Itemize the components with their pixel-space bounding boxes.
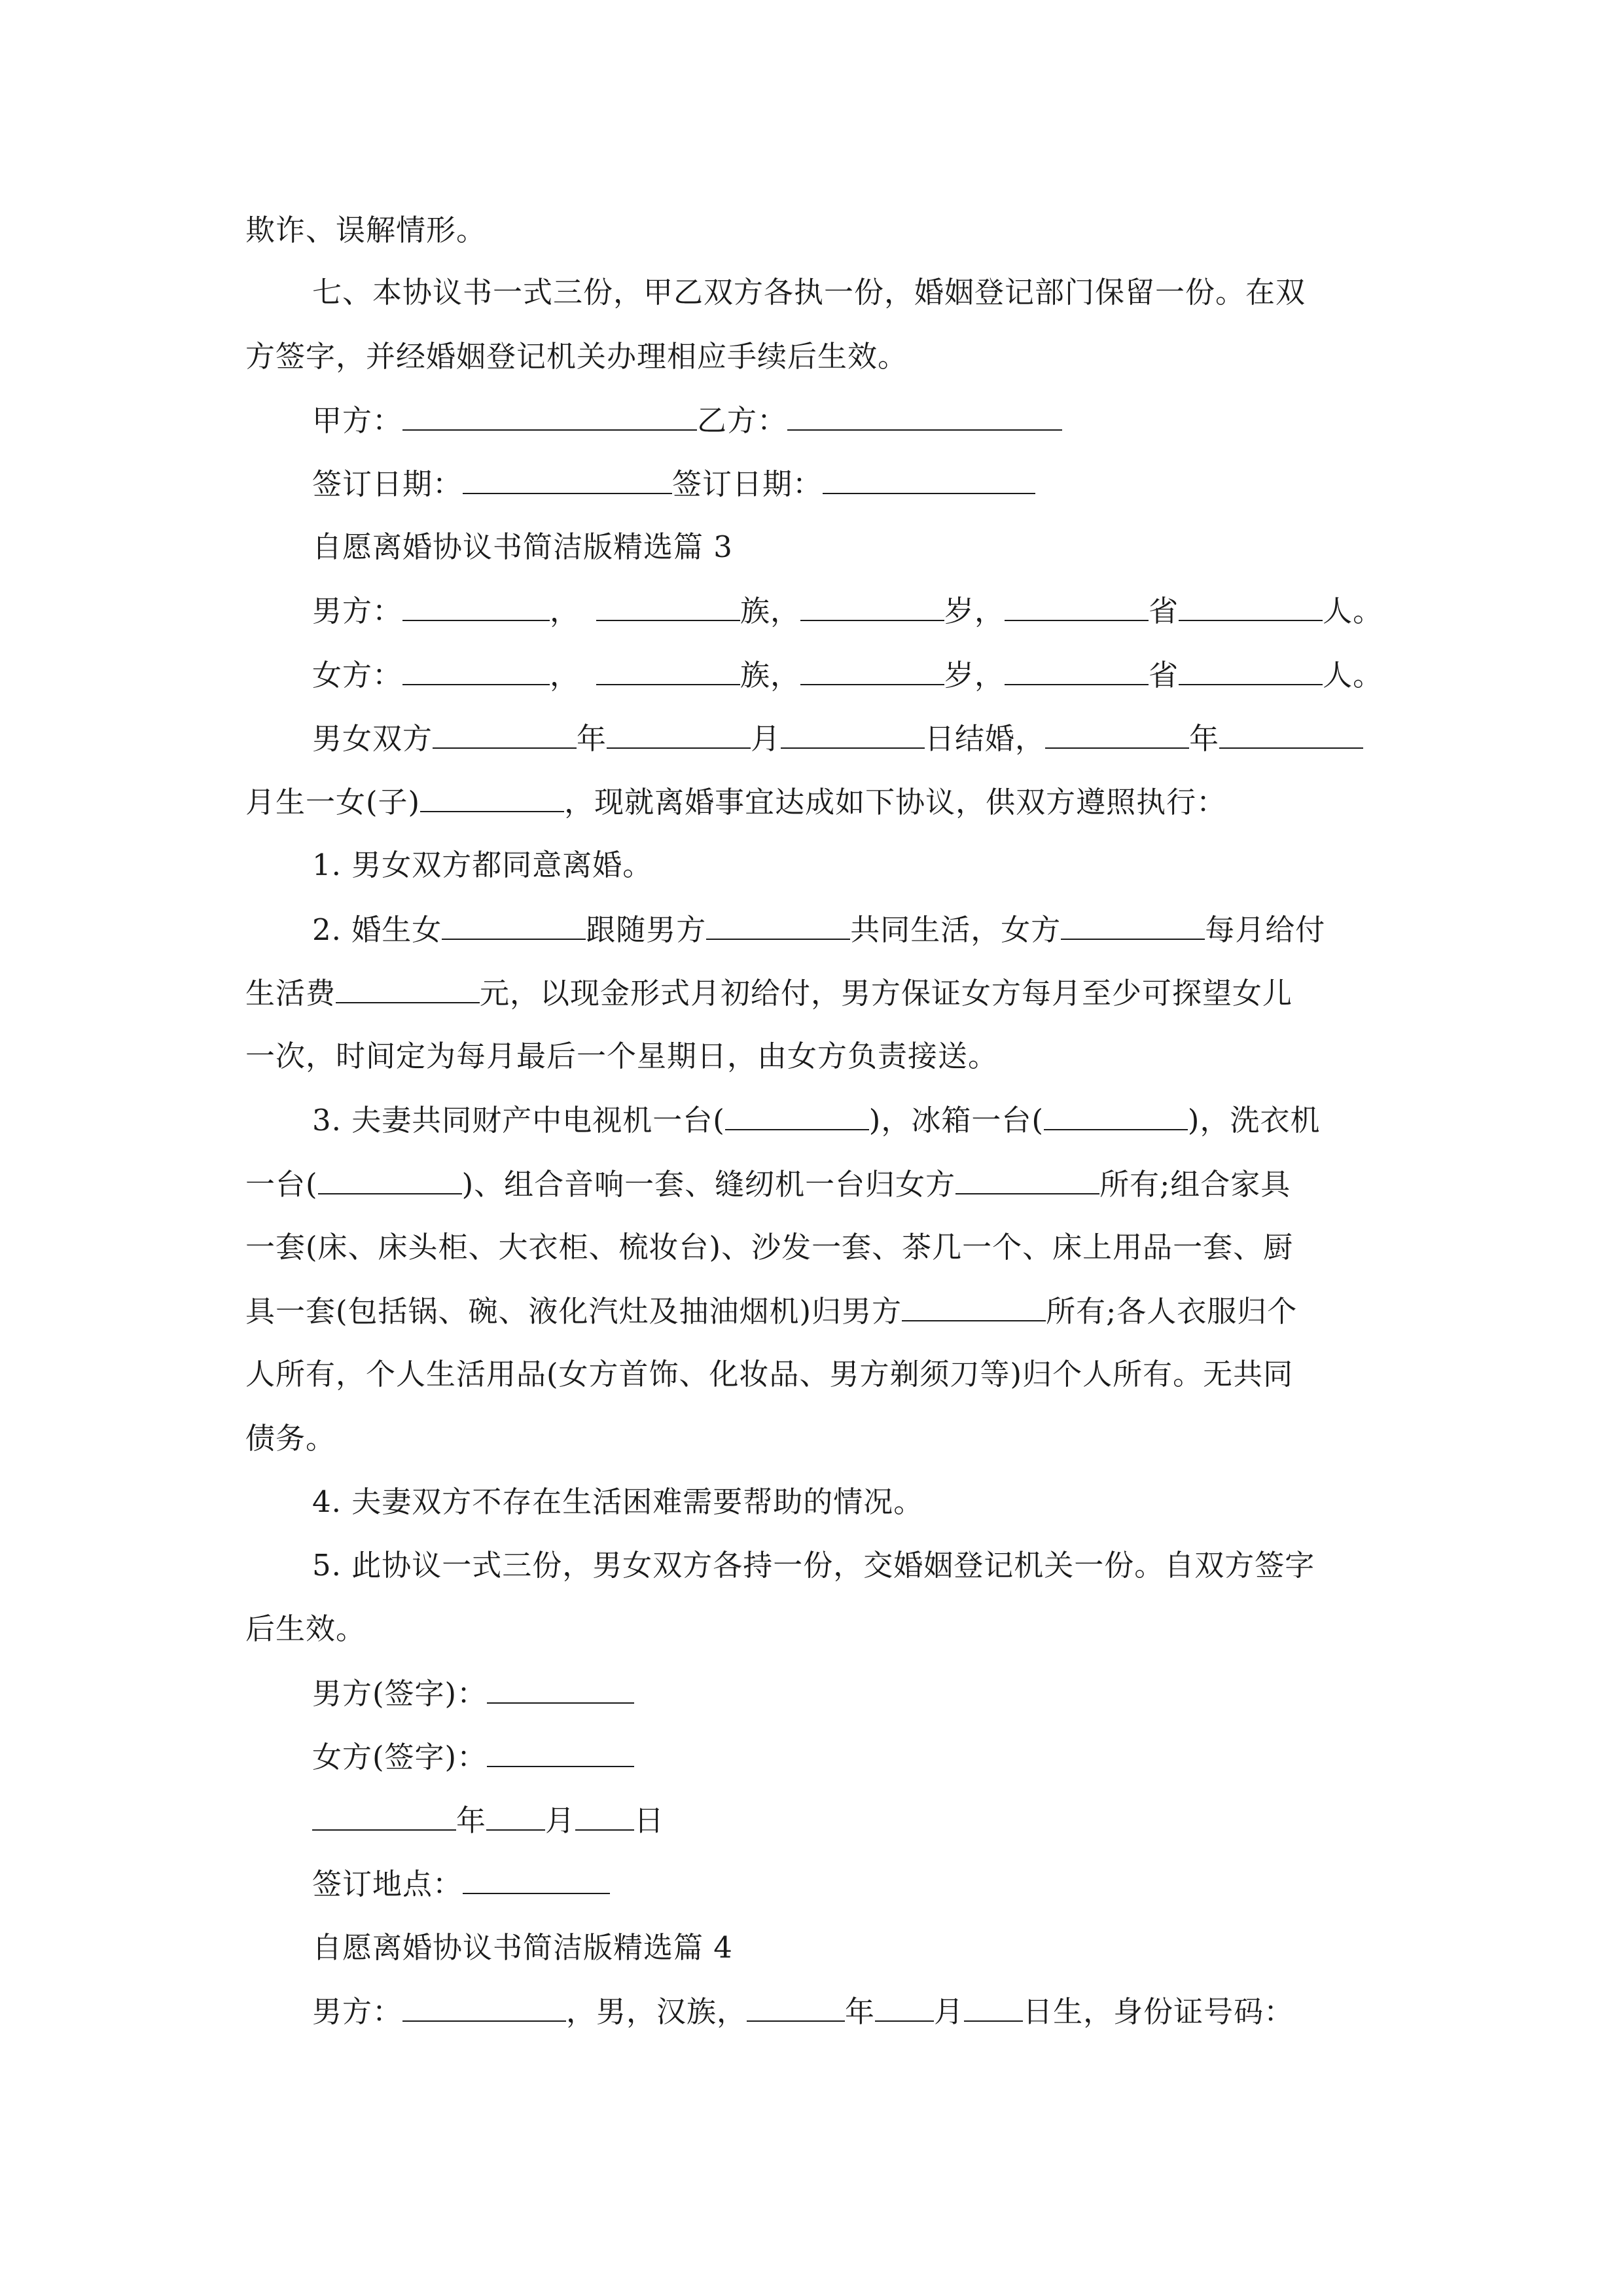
fill-in-blank[interactable] [706, 910, 850, 940]
text-segment: 月 [934, 1994, 965, 2029]
text-line [245, 1164, 1291, 1204]
text-line [312, 273, 1306, 312]
text-segment: 人。 [1323, 594, 1383, 628]
date-line [312, 1801, 664, 1840]
fill-in-blank[interactable] [1061, 910, 1205, 940]
text-segment: )、组合音响一套、缝纫机一台归女方 [461, 1167, 956, 1202]
text-segment: 月 [751, 721, 781, 756]
text-segment: 族， [740, 594, 801, 628]
text-segment: 每月给付 [1205, 912, 1326, 947]
fill-in-blank[interactable] [433, 719, 577, 749]
text-segment: 生活费 [245, 976, 336, 1011]
text-segment: 后生效。 [245, 1611, 366, 1646]
section-heading [312, 528, 733, 567]
fill-in-blank[interactable] [442, 910, 586, 940]
fill-in-blank[interactable] [402, 591, 550, 621]
text-segment: ，男，汉族， [566, 1994, 747, 2029]
fill-in-blank[interactable] [402, 655, 550, 685]
fill-in-blank[interactable] [1044, 1100, 1188, 1130]
fill-in-blank[interactable] [1219, 719, 1363, 749]
text-segment: 所有;各人衣服归个 [1046, 1294, 1298, 1329]
text-line [312, 591, 1383, 630]
text-segment: 人所有，个人生活用品(女方首饰、化妆品、男方剃须刀等)归个人所有。无共同 [245, 1357, 1294, 1391]
fill-in-blank[interactable] [800, 591, 944, 621]
text-segment: 元，以现金形式月初给付，男方保证女方每月至少可探望女儿 [480, 976, 1293, 1011]
fill-in-blank[interactable] [1005, 655, 1149, 685]
text-segment: 具一套(包括锅、碗、液化汽灶及抽油烟机)归男方 [245, 1294, 902, 1329]
text-segment: 签订日期： [672, 467, 823, 501]
signature-blank[interactable] [487, 1674, 634, 1704]
fill-in-blank[interactable] [955, 1164, 1099, 1194]
text-segment: 族， [740, 658, 801, 692]
text-line [245, 211, 486, 250]
place-line [312, 1864, 610, 1903]
fill-in-blank[interactable] [463, 464, 672, 494]
text-segment: 男方： [312, 594, 403, 628]
text-segment: 日生，身份证号码： [1023, 1994, 1294, 2029]
text-segment: 欺诈、误解情形。 [245, 213, 487, 247]
fill-in-blank[interactable] [575, 1801, 634, 1831]
fill-in-blank[interactable] [964, 1992, 1023, 2022]
fill-in-blank[interactable] [596, 591, 740, 621]
date-line [312, 464, 1035, 503]
text-segment: 年 [577, 721, 607, 756]
text-segment: 2. 婚生女 [312, 912, 442, 947]
fill-in-blank[interactable] [725, 1100, 869, 1130]
signature-line [312, 401, 1062, 440]
fill-in-blank[interactable] [402, 401, 697, 431]
text-segment: 岁， [944, 594, 1005, 628]
fill-in-blank[interactable] [823, 464, 1035, 494]
text-segment: 女方(签字)： [312, 1740, 488, 1774]
text-line [245, 1228, 1293, 1267]
text-segment: 年 [1189, 721, 1220, 756]
fill-in-blank[interactable] [1005, 591, 1149, 621]
fill-in-blank[interactable] [787, 401, 1062, 431]
text-segment: 共同生活，女方 [850, 912, 1061, 947]
fill-in-blank[interactable] [402, 1992, 566, 2022]
text-segment: 一台( [245, 1167, 318, 1202]
text-line [245, 1609, 366, 1649]
fill-in-blank[interactable] [596, 655, 740, 685]
text-line [245, 1419, 336, 1458]
fill-in-blank[interactable] [1179, 591, 1323, 621]
text-line [245, 1291, 1297, 1331]
clause-5 [312, 1546, 1315, 1585]
text-segment: 日结婚， [925, 721, 1046, 756]
text-line [245, 782, 1226, 821]
fill-in-blank[interactable] [336, 973, 480, 1003]
text-line [312, 1992, 1294, 2031]
wife-signature-line [312, 1737, 634, 1776]
clause-4 [312, 1482, 923, 1522]
text-segment: 所有;组合家具 [1099, 1167, 1291, 1202]
text-segment: 签订地点： [312, 1867, 463, 1901]
text-segment: 3. 夫妻共同财产中电视机一台( [312, 1103, 725, 1138]
text-segment: 男女双方 [312, 721, 433, 756]
text-segment: 年 [845, 1994, 876, 2029]
text-segment: 自愿离婚协议书简洁版精选篇 4 [312, 1930, 733, 1965]
text-segment: 签订日期： [312, 467, 463, 501]
text-segment: 甲方： [312, 403, 403, 438]
text-segment: 一套(床、床头柜、大衣柜、梳妆台)、沙发一套、茶几一个、床上用品一套、厨 [245, 1230, 1294, 1265]
text-segment: 男方： [312, 1994, 403, 2029]
clause-1 [312, 846, 652, 885]
fill-in-blank[interactable] [607, 719, 751, 749]
text-line [245, 1037, 998, 1076]
text-line [312, 655, 1383, 694]
text-segment: 月 [545, 1803, 576, 1838]
text-line [245, 973, 1293, 1013]
text-line [245, 1355, 1293, 1394]
signature-blank[interactable] [487, 1737, 634, 1767]
fill-in-blank[interactable] [463, 1864, 610, 1894]
fill-in-blank[interactable] [1179, 655, 1323, 685]
text-segment: 债务。 [245, 1421, 336, 1456]
text-segment: 1. 男女双方都同意离婚。 [312, 848, 653, 882]
fill-in-blank[interactable] [312, 1801, 456, 1831]
fill-in-blank[interactable] [486, 1801, 545, 1831]
text-segment: 一次，时间定为每月最后一个星期日，由女方负责接送。 [245, 1039, 999, 1073]
text-segment: 月生一女(子) [245, 785, 421, 819]
text-segment: 4. 夫妻双方不存在生活困难需要帮助的情况。 [312, 1484, 924, 1519]
text-segment: 日 [634, 1803, 665, 1838]
fill-in-blank[interactable] [420, 782, 564, 812]
section-heading [312, 1928, 733, 1967]
text-segment: 七、本协议书一式三份，甲乙双方各执一份，婚姻登记部门保留一份。在双 [312, 275, 1306, 310]
text-segment: 年 [456, 1803, 487, 1838]
text-segment: )，冰箱一台( [868, 1103, 1044, 1138]
text-line [245, 337, 908, 376]
text-segment: 男方(签字)： [312, 1676, 488, 1711]
clause-3 [312, 1100, 1320, 1139]
fill-in-blank[interactable] [800, 655, 944, 685]
fill-in-blank[interactable] [781, 719, 925, 749]
text-segment: 人。 [1323, 658, 1383, 692]
fill-in-blank[interactable] [318, 1164, 462, 1194]
text-segment: ，现就离婚事宜达成如下协议，供双方遵照执行： [564, 785, 1227, 819]
fill-in-blank[interactable] [875, 1992, 934, 2022]
text-segment: 省 [1149, 658, 1179, 692]
text-segment: 5. 此协议一式三份，男女双方各持一份，交婚姻登记机关一份。自双方签字 [312, 1548, 1315, 1583]
text-segment: ， [550, 658, 580, 692]
text-segment: ， [550, 594, 580, 628]
text-segment: 乙方： [697, 403, 788, 438]
clause-2 [312, 910, 1325, 949]
text-segment: )，洗衣机 [1187, 1103, 1321, 1138]
fill-in-blank[interactable] [747, 1992, 845, 2022]
text-segment: 女方： [312, 658, 403, 692]
text-line [312, 719, 1363, 758]
text-segment: 自愿离婚协议书简洁版精选篇 3 [312, 529, 733, 564]
fill-in-blank[interactable] [1045, 719, 1189, 749]
text-segment: 岁， [944, 658, 1005, 692]
text-segment: 省 [1149, 594, 1179, 628]
text-segment: 方签字，并经婚姻登记机关办理相应手续后生效。 [245, 339, 908, 374]
fill-in-blank[interactable] [902, 1291, 1046, 1321]
husband-signature-line [312, 1674, 634, 1713]
text-segment: 跟随男方 [586, 912, 707, 947]
